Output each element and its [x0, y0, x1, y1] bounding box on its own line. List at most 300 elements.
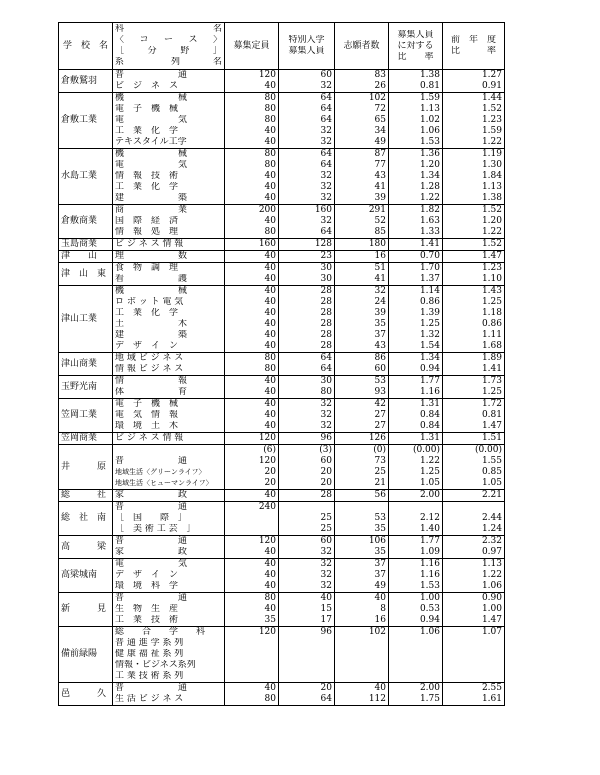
quota-cell	[225, 490, 279, 502]
ratio-cell	[389, 433, 443, 445]
ratio-value: 1.38	[419, 70, 440, 80]
applicants-value: 106	[368, 536, 386, 546]
course-name: 土 木	[115, 319, 188, 329]
special-cell	[279, 490, 335, 502]
quota-value	[227, 660, 276, 671]
ratio-cell	[389, 353, 443, 376]
applicants-value: 8	[380, 604, 386, 614]
ratio-value: 1.53	[419, 137, 440, 147]
ratio-value: 0.81	[419, 81, 440, 91]
table-row	[59, 239, 505, 251]
ratio-cell	[389, 445, 443, 490]
course-name: 総 合 学 科	[115, 627, 206, 637]
quota-value: 80	[264, 593, 276, 603]
ratio-value: 2.12	[419, 513, 440, 523]
header-ratio-line: に対する	[397, 40, 434, 51]
course-name: 機 械	[115, 286, 188, 296]
applicants-cell	[335, 376, 389, 399]
ratio-value: 1.28	[419, 182, 440, 192]
quota-value: 40	[264, 126, 276, 136]
course-name: 看 護	[115, 274, 188, 284]
ratio-value: 1.31	[419, 433, 440, 443]
special-value: 23	[320, 251, 332, 261]
prev-value: 1.72	[481, 399, 502, 409]
header-special	[279, 23, 335, 70]
quota-value: 120	[258, 70, 276, 80]
prev-cell	[443, 399, 505, 433]
quota-value: 40	[264, 263, 276, 273]
quota-value: 40	[264, 251, 276, 261]
applicants-value: 180	[368, 239, 386, 249]
special-value: 32	[320, 570, 332, 580]
ratio-value: 1.34	[419, 353, 440, 363]
quota-value: 40	[264, 376, 276, 386]
prev-value: 2.55	[481, 683, 502, 693]
applicants-value: 16	[374, 615, 386, 625]
course-name: 情 報 処 理	[115, 227, 179, 237]
quota-cell	[225, 627, 279, 683]
quota-value: 40	[264, 182, 276, 192]
course-name: 環 境 科 学	[115, 581, 179, 591]
course-name: 普 通	[115, 502, 188, 512]
special-cell	[279, 376, 335, 399]
quota-cell	[225, 502, 279, 536]
prev-cell	[443, 490, 505, 502]
prev-value: 1.10	[481, 274, 502, 284]
special-value: 32	[320, 182, 332, 192]
quota-value	[227, 671, 276, 682]
special-cell	[279, 683, 335, 706]
quota-cell	[225, 205, 279, 239]
course-name: ロ ボ ッ ト 電 気	[115, 297, 184, 307]
ratio-value	[391, 671, 440, 682]
course-name: 工 業 技 術	[115, 615, 179, 625]
course-name: 生 活 ビ ジ ネ ス	[115, 694, 184, 704]
ratio-value: 1.32	[419, 330, 440, 340]
school-name: 倉敷商業	[59, 205, 113, 239]
quota-value	[227, 649, 276, 660]
table-row	[59, 627, 505, 683]
quota-cell	[225, 70, 279, 93]
table-row	[59, 399, 505, 433]
ratio-cell	[389, 70, 443, 93]
quota-value: 40	[264, 683, 276, 693]
prev-value: 1.41	[481, 364, 502, 374]
ratio-cell	[389, 683, 443, 706]
special-cell	[279, 627, 335, 683]
ratio-value: 1.25	[419, 467, 440, 477]
applicants-value: 51	[374, 263, 386, 273]
course-list	[113, 93, 225, 149]
prev-value: 1.89	[481, 353, 502, 363]
special-value: 32	[320, 410, 332, 420]
ratio-value: 1.00	[419, 593, 440, 603]
ratio-value: 1.40	[419, 524, 440, 534]
special-cell	[279, 536, 335, 559]
school-name: 笠岡工業	[59, 399, 113, 433]
course-list	[113, 286, 225, 353]
special-value: 60	[320, 536, 332, 546]
applicants-cell	[335, 627, 389, 683]
special-value: 64	[320, 149, 332, 159]
prev-value: 1.52	[481, 205, 502, 215]
header-course-line: ［ 分 野 ］	[115, 46, 222, 56]
quota-cell	[225, 683, 279, 706]
special-cell	[279, 502, 335, 536]
ratio-value: 1.53	[419, 581, 440, 591]
ratio-value	[391, 638, 440, 649]
applicants-value: 60	[374, 364, 386, 374]
special-value: 28	[320, 286, 332, 296]
applicants-value: 27	[374, 421, 386, 431]
school-name: 備前緑陽	[59, 627, 113, 683]
applicants-value	[337, 649, 386, 660]
quota-cell	[225, 445, 279, 490]
applicants-value: 37	[374, 330, 386, 340]
ratio-cell	[389, 286, 443, 353]
quota-value: 80	[264, 353, 276, 363]
course-list	[113, 70, 225, 93]
applicants-value: 102	[368, 627, 386, 637]
table-row	[59, 433, 505, 445]
ratio-cell	[389, 399, 443, 433]
prev-value: 1.47	[481, 421, 502, 431]
special-cell	[279, 286, 335, 353]
ratio-value: 0.84	[419, 421, 440, 431]
prev-cell	[443, 376, 505, 399]
ratio-value: 1.31	[419, 399, 440, 409]
course-name: 普 通 進 学 系 列	[115, 638, 184, 648]
header-ratio	[389, 23, 443, 70]
prev-value: 2.21	[481, 490, 502, 500]
course-list	[113, 353, 225, 376]
quota-value: 20	[264, 478, 276, 488]
ratio-value: 1.39	[419, 308, 440, 318]
special-cell	[279, 353, 335, 376]
prev-cell	[443, 93, 505, 149]
prev-value: 0.85	[481, 467, 502, 477]
course-name: デ ザ イ ン	[115, 570, 179, 580]
applicants-cell	[335, 353, 389, 376]
ratio-value: 1.16	[419, 559, 440, 569]
special-value: 64	[320, 364, 332, 374]
special-cell	[279, 239, 335, 251]
ratio-value: 1.34	[419, 171, 440, 181]
prev-value: 1.24	[481, 524, 502, 534]
quota-value: 35	[264, 615, 276, 625]
special-cell	[279, 205, 335, 239]
special-value: 64	[320, 160, 332, 170]
applicants-cell	[335, 490, 389, 502]
table-row	[59, 70, 505, 93]
quota-value: (6)	[263, 445, 276, 455]
ratio-cell	[389, 93, 443, 149]
quota-value: 80	[264, 227, 276, 237]
quota-value: 40	[264, 604, 276, 614]
prev-value	[445, 638, 502, 649]
special-value: 64	[320, 115, 332, 125]
course-name: 工 業 技 術 系 列	[115, 671, 184, 681]
special-value: 25	[320, 513, 332, 523]
prev-value	[445, 671, 502, 682]
ratio-cell	[389, 263, 443, 286]
applicants-value: 40	[374, 593, 386, 603]
ratio-cell	[389, 376, 443, 399]
applicants-value	[337, 671, 386, 682]
ratio-value: 1.77	[419, 376, 440, 386]
prev-value: 1.23	[481, 263, 502, 273]
applicants-value: 26	[374, 81, 386, 91]
course-name: 家 政	[115, 490, 188, 500]
course-name: 商 業	[115, 205, 188, 215]
table-body	[59, 70, 505, 706]
course-name: 電 気	[115, 115, 188, 125]
prev-cell	[443, 205, 505, 239]
quota-value: 40	[264, 581, 276, 591]
quota-value: 40	[264, 341, 276, 351]
prev-value: 1.59	[481, 126, 502, 136]
special-value: 32	[320, 81, 332, 91]
prev-value: 1.22	[481, 227, 502, 237]
applicants-cell	[335, 286, 389, 353]
applicants-value: 21	[374, 478, 386, 488]
course-name: 普 通	[115, 593, 188, 603]
course-name: 工 業 化 学	[115, 308, 179, 318]
quota-cell	[225, 376, 279, 399]
applicants-value: 37	[374, 570, 386, 580]
quota-value: 200	[258, 205, 276, 215]
prev-cell	[443, 627, 505, 683]
applicants-value: 72	[374, 104, 386, 114]
school-name: 笠岡商業	[59, 433, 113, 445]
special-value	[281, 649, 332, 660]
quota-cell	[225, 593, 279, 627]
applicants-value: 34	[374, 126, 386, 136]
special-value: 96	[320, 627, 332, 637]
applicants-value: 41	[374, 274, 386, 284]
course-name: 機 械	[115, 149, 188, 159]
quota-cell	[225, 239, 279, 251]
ratio-value: 0.84	[419, 410, 440, 420]
ratio-cell	[389, 239, 443, 251]
prev-value: 0.91	[481, 81, 502, 91]
special-value: 17	[320, 615, 332, 625]
course-name: 機 械	[115, 93, 188, 103]
applicants-value: 24	[374, 297, 386, 307]
course-name: 電 子 機 械	[115, 104, 179, 114]
quota-value: 80	[264, 694, 276, 704]
quota-value: 120	[258, 456, 276, 466]
course-list	[113, 502, 225, 536]
course-list	[113, 490, 225, 502]
applicants-cell	[335, 149, 389, 205]
special-value: 28	[320, 297, 332, 307]
ratio-value: 1.25	[419, 319, 440, 329]
prev-value: 1.05	[481, 478, 502, 488]
school-name: 玉島商業	[59, 239, 113, 251]
course-name: ビ ジ ネ ス	[115, 81, 179, 91]
special-value: 80	[320, 387, 332, 397]
prev-value: 1.27	[481, 70, 502, 80]
course-name: 情報・ビジネス系列	[115, 660, 196, 670]
special-value: 30	[320, 274, 332, 284]
applicants-value: 86	[374, 353, 386, 363]
prev-value: (0.00)	[474, 445, 502, 455]
prev-cell	[443, 263, 505, 286]
course-name: 体 育	[115, 387, 188, 397]
quota-value: 40	[264, 81, 276, 91]
special-value: 64	[320, 93, 332, 103]
special-value: 28	[320, 341, 332, 351]
header-course-line: 科 名	[115, 24, 222, 34]
special-value: 32	[320, 171, 332, 181]
applicants-cell	[335, 502, 389, 536]
applicants-value: 77	[374, 160, 386, 170]
prev-cell	[443, 286, 505, 353]
table-row	[59, 251, 505, 263]
applicants-value: 35	[374, 547, 386, 557]
course-name: 情 報 ビ ジ ネ ス	[115, 364, 184, 374]
applicants-value: 35	[374, 319, 386, 329]
applicants-cell	[335, 239, 389, 251]
quota-value: 40	[264, 399, 276, 409]
table-row	[59, 445, 505, 490]
ratio-value: 1.20	[419, 160, 440, 170]
prev-cell	[443, 445, 505, 490]
prev-value: 1.73	[481, 376, 502, 386]
ratio-value: 1.22	[419, 193, 440, 203]
quota-value: 40	[264, 216, 276, 226]
ratio-value: 1.02	[419, 115, 440, 125]
course-list	[113, 205, 225, 239]
course-list	[113, 627, 225, 683]
prev-value: 2.32	[481, 536, 502, 546]
special-value: 32	[320, 421, 332, 431]
course-name: 国 際 経 済	[115, 216, 179, 226]
ratio-value: 1.63	[419, 216, 440, 226]
course-name: 普 通	[115, 70, 188, 80]
ratio-cell	[389, 593, 443, 627]
ratio-value: 1.77	[419, 536, 440, 546]
course-name: 環 境 土 木	[115, 421, 179, 431]
prev-value: 1.55	[481, 456, 502, 466]
course-name: 電 子 機 械	[115, 399, 179, 409]
special-value: 60	[320, 456, 332, 466]
table-row	[59, 353, 505, 376]
course-list	[113, 683, 225, 706]
course-list	[113, 433, 225, 445]
quota-value: 40	[264, 297, 276, 307]
special-value: 160	[314, 205, 332, 215]
header-special-line: 特別入学	[288, 35, 325, 45]
ratio-value: 1.54	[419, 341, 440, 351]
special-value: 32	[320, 547, 332, 557]
special-value: 20	[320, 683, 332, 693]
table-row	[59, 593, 505, 627]
applicants-cell	[335, 433, 389, 445]
ratio-value: 0.94	[419, 364, 440, 374]
course-name: 理 数	[115, 251, 188, 261]
quota-cell	[225, 353, 279, 376]
quota-value: 80	[264, 149, 276, 159]
ratio-cell	[389, 559, 443, 593]
quota-cell	[225, 149, 279, 205]
special-cell	[279, 70, 335, 93]
quota-value: 80	[264, 160, 276, 170]
prev-value: 1.25	[481, 297, 502, 307]
applicants-value: 87	[374, 149, 386, 159]
prev-value: 1.47	[481, 615, 502, 625]
header-school: 学 校 名	[59, 23, 113, 70]
applicants-value: 49	[374, 137, 386, 147]
header-course-line: 〈 コ ー ス 〉	[115, 35, 222, 45]
ratio-cell	[389, 490, 443, 502]
header-ratio-line: 比 率	[397, 51, 434, 62]
quota-value: 120	[258, 433, 276, 443]
applicants-value: 16	[374, 251, 386, 261]
special-value: 64	[320, 353, 332, 363]
prev-value	[445, 649, 502, 660]
applicants-value	[337, 638, 386, 649]
header-prev-line: 比 率	[450, 46, 496, 56]
applicants-value: 85	[374, 227, 386, 237]
special-value: 32	[320, 399, 332, 409]
ratio-value: (0.00)	[412, 445, 440, 455]
course-name: 普 通	[115, 536, 188, 546]
special-cell	[279, 593, 335, 627]
course-name: 家 政	[115, 547, 188, 557]
prev-value: 1.30	[481, 160, 502, 170]
table-row	[59, 263, 505, 286]
prev-value: 1.43	[481, 286, 502, 296]
header-course	[113, 23, 225, 70]
course-name: 生 物 生 産	[115, 604, 179, 614]
applicants-value: 35	[374, 524, 386, 534]
quota-cell	[225, 263, 279, 286]
school-name: 水島工業	[59, 149, 113, 205]
course-name: 情 報	[115, 376, 188, 386]
prev-cell	[443, 433, 505, 445]
special-value: 64	[320, 694, 332, 704]
special-value: 32	[320, 581, 332, 591]
applicants-value: 83	[374, 70, 386, 80]
course-list	[113, 376, 225, 399]
prev-cell	[443, 251, 505, 263]
course-name: ［ 美 術 工 芸 ］	[115, 524, 196, 534]
special-value: 28	[320, 319, 332, 329]
special-value: 20	[320, 478, 332, 488]
table-row	[59, 559, 505, 593]
prev-cell	[443, 149, 505, 205]
header-course-line: 系 列 名	[115, 57, 222, 67]
course-name: テキスタイル工学	[115, 137, 187, 147]
quota-cell	[225, 251, 279, 263]
table-row	[59, 376, 505, 399]
course-name: 建 築	[115, 193, 188, 203]
applicants-value: 52	[374, 216, 386, 226]
special-value	[281, 671, 332, 682]
quota-value: 40	[264, 421, 276, 431]
applicants-cell	[335, 445, 389, 490]
applicants-value: 56	[374, 490, 386, 500]
ratio-cell	[389, 627, 443, 683]
ratio-value: 1.22	[419, 456, 440, 466]
applicants-value: 73	[374, 456, 386, 466]
applicants-value: 112	[368, 694, 386, 704]
special-value: 30	[320, 376, 332, 386]
course-name: 電 気	[115, 160, 188, 170]
prev-value: 1.19	[481, 149, 502, 159]
